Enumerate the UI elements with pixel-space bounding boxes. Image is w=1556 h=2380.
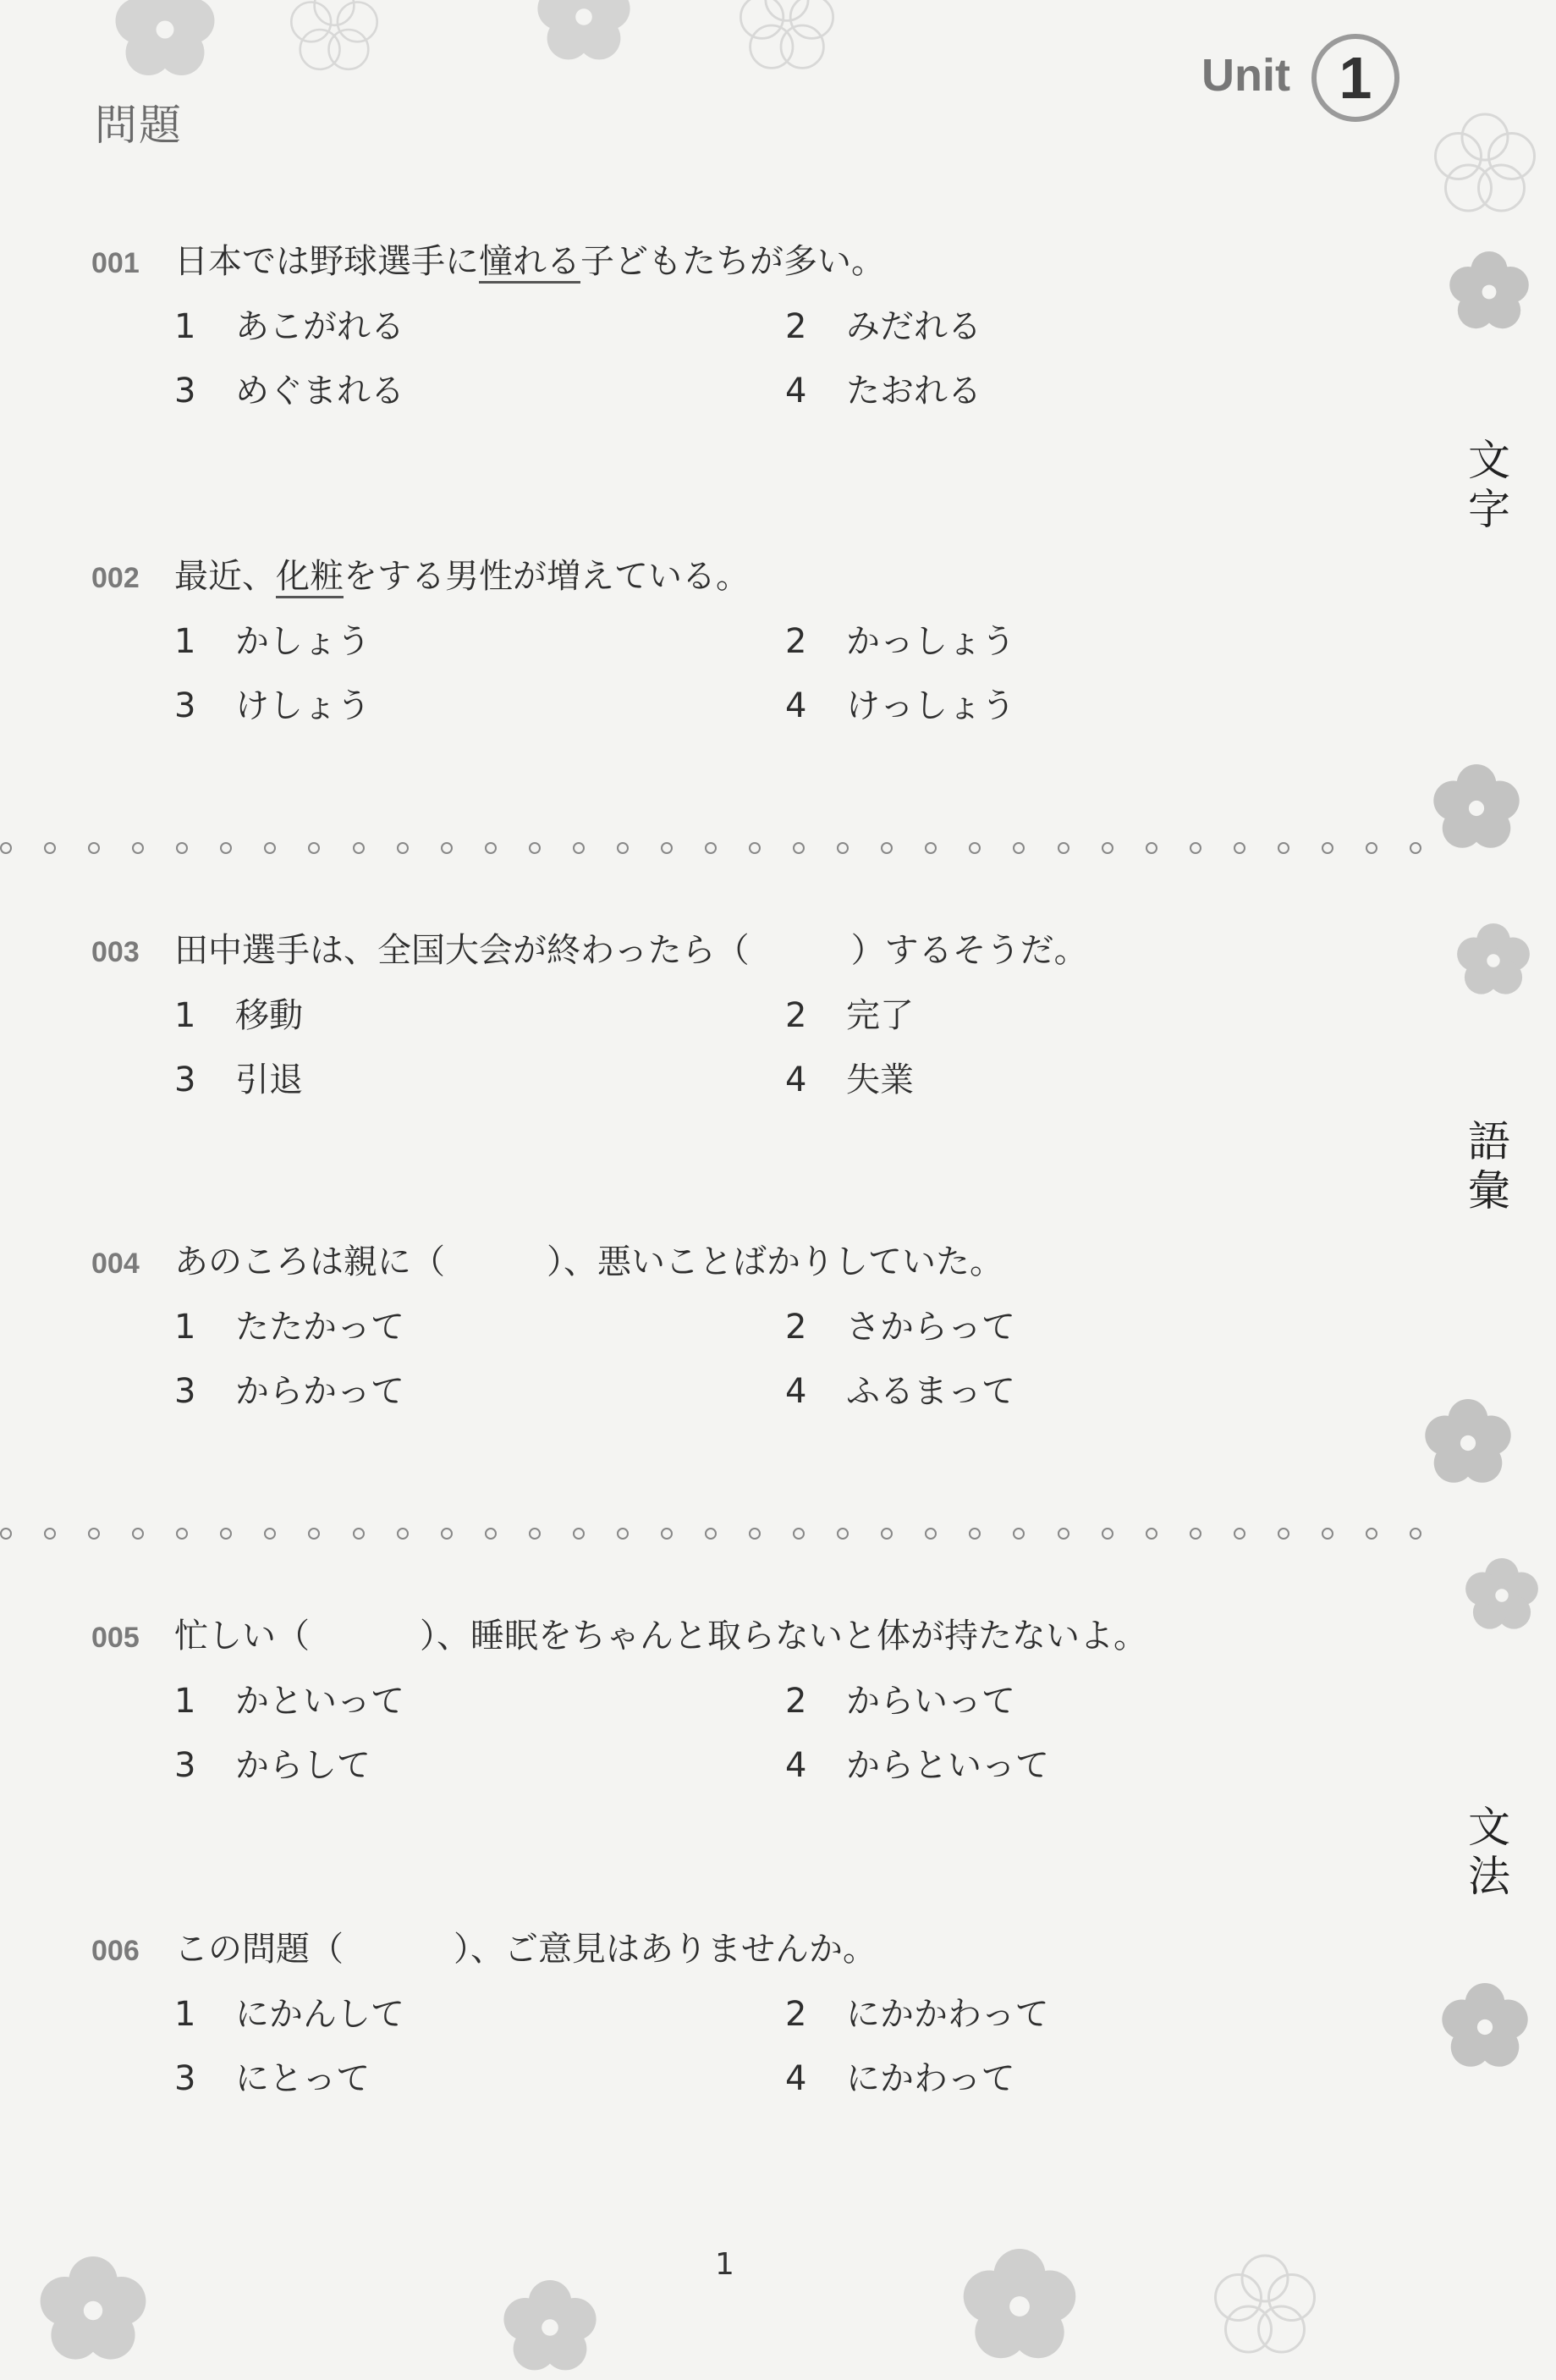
question [91, 548, 1411, 725]
divider-dot [397, 842, 409, 854]
unit-number: 1 [1339, 45, 1372, 111]
question-stem [91, 1921, 1411, 1977]
option-text: 移動 [235, 996, 303, 1035]
unit-label: Unit [1201, 50, 1290, 101]
divider-dot [573, 1528, 585, 1540]
option-text: かしょう [235, 622, 371, 661]
divider-dot [705, 842, 717, 854]
option-number: 4 [785, 372, 807, 410]
divider-dot [1013, 1528, 1025, 1540]
option-number: 1 [174, 996, 196, 1035]
divider-dot [793, 1528, 805, 1540]
divider-dot [617, 1528, 629, 1540]
divider-dot [1366, 1528, 1377, 1540]
option-number: 3 [174, 1372, 196, 1411]
stem-text: あのころは親に（ [174, 1242, 445, 1281]
divider-dot [308, 1528, 320, 1540]
flower-decoration [25, 2243, 161, 2378]
flower-decoration [1421, 102, 1548, 229]
option-number: 2 [785, 1995, 807, 2034]
unit-number-circle [1311, 34, 1399, 122]
divider-dot [661, 842, 673, 854]
side-label-goi: 語彙 [1468, 1117, 1510, 1215]
option-text: 失業 [846, 1061, 914, 1099]
question-stem [91, 234, 1411, 289]
answer-option[interactable] [174, 1735, 371, 1796]
divider-dot [1190, 1528, 1201, 1540]
divider-dot [397, 1528, 409, 1540]
answer-option[interactable] [785, 675, 1015, 736]
flower-decoration [525, 0, 643, 76]
divider-dot [441, 1528, 453, 1540]
question-stem [91, 548, 1411, 604]
option-text: たたかって [235, 1308, 404, 1347]
answer-option[interactable] [785, 985, 914, 1046]
section-divider [0, 838, 1421, 858]
stem-text: ）、睡眠をちゃんと取らないと体が持たないよ。 [420, 1617, 1147, 1656]
flower-decoration [728, 0, 846, 85]
flower-decoration [948, 2234, 1091, 2378]
option-number: 2 [785, 996, 807, 1035]
question [91, 1608, 1411, 1785]
answer-option[interactable] [174, 2048, 370, 2109]
option-number: 2 [785, 1308, 807, 1347]
answer-option[interactable] [174, 1671, 404, 1732]
divider-dot [925, 1528, 937, 1540]
flower-decoration [1413, 1388, 1523, 1498]
question [91, 1234, 1411, 1411]
option-text: からして [235, 1746, 371, 1785]
flower-decoration [1455, 1549, 1548, 1642]
option-number: 2 [785, 1682, 807, 1721]
question [91, 234, 1411, 410]
divider-dot [881, 842, 893, 854]
answer-option[interactable] [174, 361, 404, 421]
option-number: 4 [785, 1746, 807, 1785]
option-number: 3 [174, 686, 196, 725]
divider-dot [441, 842, 453, 854]
divider-dot [573, 842, 585, 854]
divider-dot [617, 842, 629, 854]
stem-text: 最近、 [174, 557, 276, 596]
option-number: 3 [174, 372, 196, 410]
flower-decoration [1421, 753, 1531, 863]
divider-dot [881, 1528, 893, 1540]
stem-text: をする男性が増えている。 [344, 557, 750, 596]
divider-dot [1322, 842, 1333, 854]
divider-dot [529, 1528, 541, 1540]
divider-dot [749, 842, 761, 854]
divider-dot [705, 1528, 717, 1540]
flower-decoration [279, 0, 389, 85]
option-number: 4 [785, 2059, 807, 2098]
stem-text: 忙しい（ [174, 1617, 310, 1656]
flower-decoration [1438, 241, 1540, 343]
divider-dot [793, 842, 805, 854]
divider-dot [661, 1528, 673, 1540]
option-number: 1 [174, 622, 196, 661]
divider-dot [132, 842, 144, 854]
stem-text: ）、悪いことばかりしていた。 [547, 1242, 1003, 1281]
divider-dot [837, 1528, 849, 1540]
divider-dot [88, 842, 100, 854]
divider-dot [485, 1528, 497, 1540]
answer-option[interactable] [785, 296, 981, 357]
question [91, 1921, 1411, 2098]
question-number: 001 [91, 247, 140, 279]
option-text: 完了 [846, 996, 914, 1035]
underlined-word: 化粧 [276, 557, 344, 598]
divider-dot [220, 1528, 232, 1540]
answer-option[interactable] [785, 361, 981, 421]
option-text: からといって [846, 1746, 1049, 1785]
divider-dot [837, 842, 849, 854]
divider-dot [1013, 842, 1025, 854]
answer-option[interactable] [174, 985, 303, 1046]
question-stem [91, 1608, 1411, 1664]
divider-dot [132, 1528, 144, 1540]
divider-dot [1190, 842, 1201, 854]
answer-option[interactable] [785, 611, 1015, 672]
question-number: 004 [91, 1248, 140, 1280]
divider-dot [1058, 1528, 1069, 1540]
question-number: 003 [91, 936, 140, 968]
divider-dot [485, 842, 497, 854]
option-text: たおれる [846, 372, 981, 410]
divider-dot [176, 1528, 188, 1540]
divider-dot [0, 1528, 12, 1540]
section-divider [0, 1523, 1421, 1544]
divider-dot [969, 1528, 981, 1540]
option-text: からいって [846, 1682, 1015, 1721]
section-heading: 問題 [95, 101, 183, 150]
option-text: けしょう [235, 686, 371, 725]
option-number: 4 [785, 686, 807, 725]
divider-dot [44, 842, 56, 854]
divider-dot [749, 1528, 761, 1540]
answer-option[interactable] [785, 1361, 1015, 1422]
flower-decoration [1430, 1972, 1540, 2082]
question-stem [91, 1234, 1411, 1290]
option-number: 1 [174, 1308, 196, 1347]
question-number: 005 [91, 1622, 140, 1654]
answer-option[interactable] [174, 675, 371, 736]
option-text: けっしょう [846, 686, 1015, 725]
divider-dot [44, 1528, 56, 1540]
answer-option[interactable] [785, 1984, 1049, 2045]
option-number: 1 [174, 1682, 196, 1721]
option-text: にかかわって [846, 1995, 1049, 2034]
option-text: みだれる [846, 307, 981, 346]
stem-text: 田中選手は、全国大会が終わったら（ [174, 931, 750, 970]
option-text: にかんして [235, 1995, 404, 2034]
question-number: 006 [91, 1935, 140, 1967]
divider-dot [264, 1528, 276, 1540]
divider-dot [1234, 1528, 1245, 1540]
divider-dot [1410, 842, 1421, 854]
option-text: にかわって [846, 2059, 1015, 2098]
answer-option[interactable] [785, 1735, 1049, 1796]
divider-dot [1366, 842, 1377, 854]
divider-dot [176, 842, 188, 854]
option-text: ふるまって [846, 1372, 1015, 1411]
divider-dot [353, 842, 365, 854]
answer-option[interactable] [174, 1361, 404, 1422]
divider-dot [0, 842, 12, 854]
underlined-word: 憧れる [479, 242, 580, 284]
stem-text: この問題（ [174, 1930, 344, 1969]
stem-text: ）、ご意見はありませんか。 [454, 1930, 877, 1969]
divider-dot [1322, 1528, 1333, 1540]
divider-dot [1234, 842, 1245, 854]
answer-option[interactable] [785, 1050, 914, 1110]
option-number: 3 [174, 2059, 196, 2098]
divider-dot [264, 842, 276, 854]
option-text: めぐまれる [235, 372, 404, 410]
option-number: 3 [174, 1061, 196, 1099]
divider-dot [88, 1528, 100, 1540]
option-number: 2 [785, 307, 807, 346]
unit-badge [1201, 34, 1438, 144]
option-number: 1 [174, 1995, 196, 2034]
side-label-bunpo: 文法 [1468, 1803, 1510, 1901]
divider-dot [969, 842, 981, 854]
divider-dot [353, 1528, 365, 1540]
option-text: かといって [235, 1682, 404, 1721]
divider-dot [1102, 1528, 1113, 1540]
flower-decoration [102, 0, 228, 93]
option-number: 4 [785, 1372, 807, 1411]
answer-option[interactable] [174, 296, 404, 357]
stem-text: ）するそうだ。 [850, 931, 1088, 970]
answer-option[interactable] [174, 1297, 404, 1358]
divider-dot [1278, 1528, 1289, 1540]
flower-decoration [491, 2268, 609, 2380]
divider-dot [1146, 1528, 1157, 1540]
question-stem [91, 923, 1411, 978]
option-text: かっしょう [846, 622, 1015, 661]
divider-dot [308, 842, 320, 854]
answer-option[interactable] [174, 1984, 404, 2045]
option-number: 2 [785, 622, 807, 661]
question-number: 002 [91, 562, 140, 594]
divider-dot [925, 842, 937, 854]
page-number: 1 [715, 2247, 734, 2282]
divider-dot [1410, 1528, 1421, 1540]
option-number: 3 [174, 1746, 196, 1785]
option-text: 引退 [235, 1061, 303, 1099]
stem-text: 子どもたちが多い。 [580, 242, 885, 281]
answer-option[interactable] [785, 1297, 1015, 1358]
option-text: あこがれる [235, 307, 404, 346]
side-label-moji: 文字 [1468, 436, 1510, 534]
answer-option[interactable] [785, 1671, 1015, 1732]
divider-dot [529, 842, 541, 854]
divider-dot [220, 842, 232, 854]
answer-option[interactable] [174, 611, 371, 672]
flower-decoration [1201, 2243, 1328, 2370]
option-number: 4 [785, 1061, 807, 1099]
option-text: からかって [235, 1372, 404, 1411]
option-text: さからって [846, 1308, 1015, 1347]
divider-dot [1278, 842, 1289, 854]
option-number: 1 [174, 307, 196, 346]
answer-option[interactable] [174, 1050, 303, 1110]
divider-dot [1058, 842, 1069, 854]
divider-dot [1146, 842, 1157, 854]
divider-dot [1102, 842, 1113, 854]
option-text: にとって [235, 2059, 371, 2098]
stem-text: 日本では野球選手に [174, 242, 479, 281]
flower-decoration [1447, 914, 1540, 1007]
answer-option[interactable] [785, 2048, 1015, 2109]
question [91, 923, 1411, 1099]
